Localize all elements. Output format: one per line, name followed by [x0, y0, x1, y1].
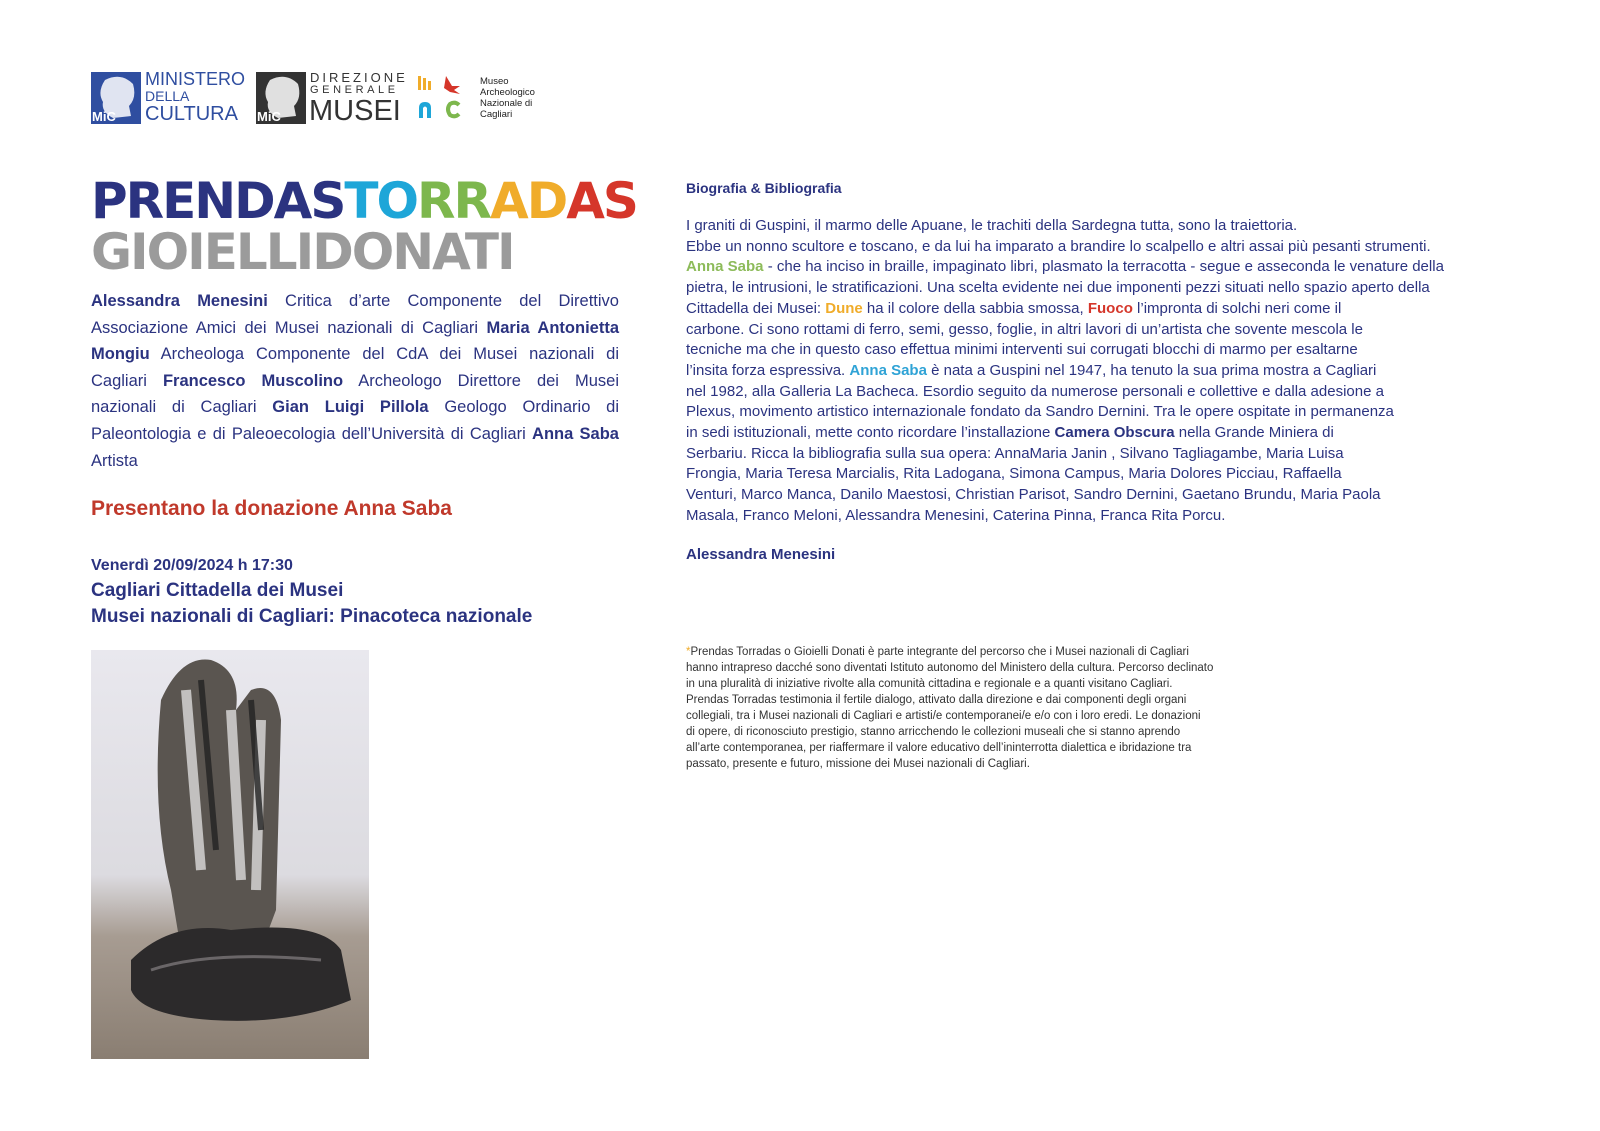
- presentation-heading: Presentano la donazione Anna Saba: [91, 497, 452, 521]
- speaker-name: Maria Antonietta Mongiu: [91, 318, 619, 364]
- highlight-name: Anna Saba: [686, 258, 764, 276]
- bio-text-segment: ha il colore della sabbia smossa,: [862, 299, 1088, 317]
- bio-line: [686, 423, 1566, 444]
- speaker-role: Artista: [91, 451, 138, 470]
- mic-head-logo-dark: [256, 72, 306, 124]
- footnote-text: collegiali, tra i Musei nazionali di Cagliari e artisti/e contemporanei/e e/o con i loro eredi. Le donazioni: [686, 710, 1201, 722]
- speaker-name: Alessandra Menesini: [91, 292, 268, 310]
- museo-line: Nazionale di: [480, 98, 533, 109]
- footnote-text: hanno intrapreso dacché sono diventati Istituto autonomo del Ministero della cultura. Percorso declinato: [686, 662, 1214, 674]
- footnote-text: Prendas Torradas o Gioielli Donati è parte integrante del percorso che i Musei nazionali di Cagliari: [690, 646, 1189, 658]
- bio-text-segment: Venturi, Marco Manca, Danilo Maestosi, Christian Parisot, Sandro Dernini, Gaetano Brundu, Maria Paola: [686, 486, 1381, 504]
- footnote-text: all’arte contemporanea, per riaffermare il valore educativo dell’ininterrotta dialettica e ibridazione tra: [686, 742, 1192, 754]
- bio-line: [686, 444, 1566, 465]
- title-segment: RR: [416, 172, 490, 230]
- title-segment: AS: [566, 172, 637, 230]
- bio-line: [686, 464, 1566, 485]
- logo-text: DELLA: [145, 88, 190, 104]
- bio-line: [686, 299, 1566, 320]
- bio-line: [686, 506, 1566, 527]
- artwork-photo: [91, 650, 369, 1059]
- speakers-paragraph: [91, 288, 619, 474]
- bio-text-segment: Serbariu. Ricca la bibliografia sulla sua opera: AnnaMaria Janin , Silvano Tagliagambe, Maria Luisa: [686, 444, 1344, 462]
- event-place: Cagliari Cittadella dei Musei: [91, 580, 344, 602]
- speaker-name: Gian Luigi Pillola: [272, 398, 429, 417]
- footnote-line: [686, 676, 1213, 692]
- bio-text-segment: Frongia, Maria Teresa Marcialis, Rita Ladogana, Simona Campus, Maria Dolores Picciau, Raffaella: [686, 465, 1342, 483]
- bio-text-segment: I graniti di Guspini, il marmo delle Apuane, le trachiti della Sardegna tutta, sono la traiettoria.: [686, 217, 1298, 234]
- footnote-line: [686, 692, 1213, 708]
- footnote-text: di opere, di riconosciuto prestigio, stanno arricchendo le collezioni museali che si stanno aprendo: [686, 726, 1181, 738]
- logo-text: MINISTERO: [145, 69, 246, 89]
- speaker-role: Archeologo Direttore dei Musei nazionali di Cagliari: [91, 371, 619, 417]
- museo-label: [480, 76, 535, 120]
- bio-heading: Biografia & Bibliografia: [686, 180, 842, 196]
- bio-line: [686, 216, 1566, 237]
- museo-line: Archeologico: [480, 87, 535, 98]
- speaker-role: Critica d’arte Componente del Direttivo Associazione Amici dei Musei nazionali di Cagliari: [91, 292, 619, 337]
- sculpture-image: [91, 650, 369, 1059]
- bio-text-segment: tecniche ma che in questo caso effettua minimi interventi sui corrugati blocchi di marmo per esaltarne: [686, 341, 1358, 359]
- bio-line: [686, 340, 1566, 361]
- bio-text-segment: nella Grande Miniera di: [1174, 424, 1334, 442]
- bio-text-segment: Plexus, movimento artistico internazionale fondato da Sandro Dernini. Tra le opere ospitate in permanenza: [686, 403, 1394, 421]
- bio-line: [686, 237, 1566, 258]
- bio-text-segment: Masala, Franco Meloni, Alessandra Menesini, Caterina Pinna, Franca Rita Porcu.: [686, 506, 1226, 524]
- footnote-text: passato, presente e futuro, missione dei Musei nazionali di Cagliari.: [686, 758, 1030, 770]
- speaker-name: Francesco Muscolino: [162, 371, 344, 390]
- title-gioielli-donati: GIOIELLIDONATI: [91, 223, 514, 281]
- bio-line: [686, 361, 1566, 382]
- footnote-line: [686, 644, 1213, 660]
- event-date: Venerdì 20/09/2024 h 17:30: [91, 557, 293, 575]
- highlight-name: Camera Obscura: [1054, 424, 1175, 442]
- bio-signature: Alessandra Menesini: [686, 545, 836, 563]
- footnote-line: [686, 740, 1213, 756]
- bio-line: [686, 257, 1566, 278]
- bio-text-segment: Ebbe un nonno scultore e toscano, e da lui ha imparato a brandire lo scalpello e altri assai più pesanti strumenti.: [686, 237, 1431, 255]
- footnote-line: [686, 708, 1213, 724]
- bio-text-segment: è nata a Guspini nel 1947, ha tenuto la sua prima mostra a Cagliari: [926, 361, 1377, 379]
- logo-text: GENERALE: [310, 84, 399, 96]
- bio-text-segment: - che ha inciso in braille, impaginato libri, plasmato la terracotta - segue e asseconda le venature della: [763, 258, 1444, 276]
- highlight-name: Fuoco: [1087, 299, 1133, 317]
- footnote-line: [686, 660, 1213, 676]
- logo-text: DIREZIONE: [310, 70, 408, 85]
- mnc-logo-icon: [416, 74, 464, 120]
- footnote-line: [686, 724, 1213, 740]
- footnote-text: in una pluralità di iniziative rivolte alla comunità cittadina e regionale e a quanti visitano Cagliari.: [686, 678, 1173, 690]
- museo-line: Cagliari: [480, 109, 513, 120]
- speaker-role: Geologo Ordinario di Paleontologia e di Paleoecologia dell’Università di Cagliari: [91, 398, 619, 443]
- bio-line: [686, 485, 1566, 506]
- footnote-text: Prendas Torradas testimonia il fertile dialogo, attivato dalla direzione e dai componenti degli organi: [686, 694, 1187, 706]
- mic-label: MiC: [92, 109, 116, 124]
- bio-text-segment: carbone. Ci sono rottami di ferro, semi, gesso, foglie, in altri lavori di un’artista che sovente mescola le: [686, 320, 1363, 338]
- highlight-name: Dune: [825, 299, 863, 317]
- title-segment: PRENDAS: [91, 172, 345, 230]
- title-segment: T: [344, 172, 377, 230]
- bio-text: [686, 216, 1566, 527]
- left-column: [91, 288, 619, 628]
- footnote: [686, 644, 1213, 772]
- bio-line: [686, 278, 1566, 299]
- footnote-line: [686, 756, 1213, 772]
- logo-text: MUSEI: [309, 95, 401, 127]
- bio-text-segment: pietra, le intrusioni, le stratificazioni. Una scelta evidente nei due imponenti pezzi situati nello spazio aperto della: [686, 279, 1430, 297]
- mic-label: MiC: [257, 109, 281, 124]
- bio-text-segment: Cittadella dei Musei:: [686, 299, 826, 317]
- footnote-asterisk: *: [686, 646, 691, 658]
- bio-text-segment: in sedi istituzionali, mette conto ricordare l’installazione: [686, 424, 1055, 442]
- highlight-name: Anna Saba: [849, 361, 927, 379]
- bio-text-segment: l’insita forza espressiva.: [686, 361, 850, 379]
- bio-text-segment: nel 1982, alla Galleria La Bacheca. Esordio seguito da numerose personali e collettive e dalla adesione a: [686, 382, 1384, 400]
- bio-text-segment: l’impronta di solchi neri come il: [1132, 299, 1342, 317]
- speaker-role: Archeologa Componente del CdA dei Musei nazionali di Cagliari: [91, 345, 619, 390]
- right-column: [686, 179, 1566, 564]
- title-segment: O: [376, 172, 417, 230]
- mic-head-logo-blue: [91, 72, 141, 124]
- bio-line: [686, 320, 1566, 341]
- bio-line: [686, 402, 1566, 423]
- event-venue: Musei nazionali di Cagliari: Pinacoteca nazionale: [91, 606, 533, 628]
- title-prendas-torradas: [91, 172, 637, 230]
- museo-line: Museo: [480, 76, 509, 87]
- logo-text: CULTURA: [145, 103, 238, 125]
- title-segment: AD: [490, 172, 567, 230]
- speaker-name: Anna Saba: [532, 424, 619, 443]
- bio-line: [686, 382, 1566, 403]
